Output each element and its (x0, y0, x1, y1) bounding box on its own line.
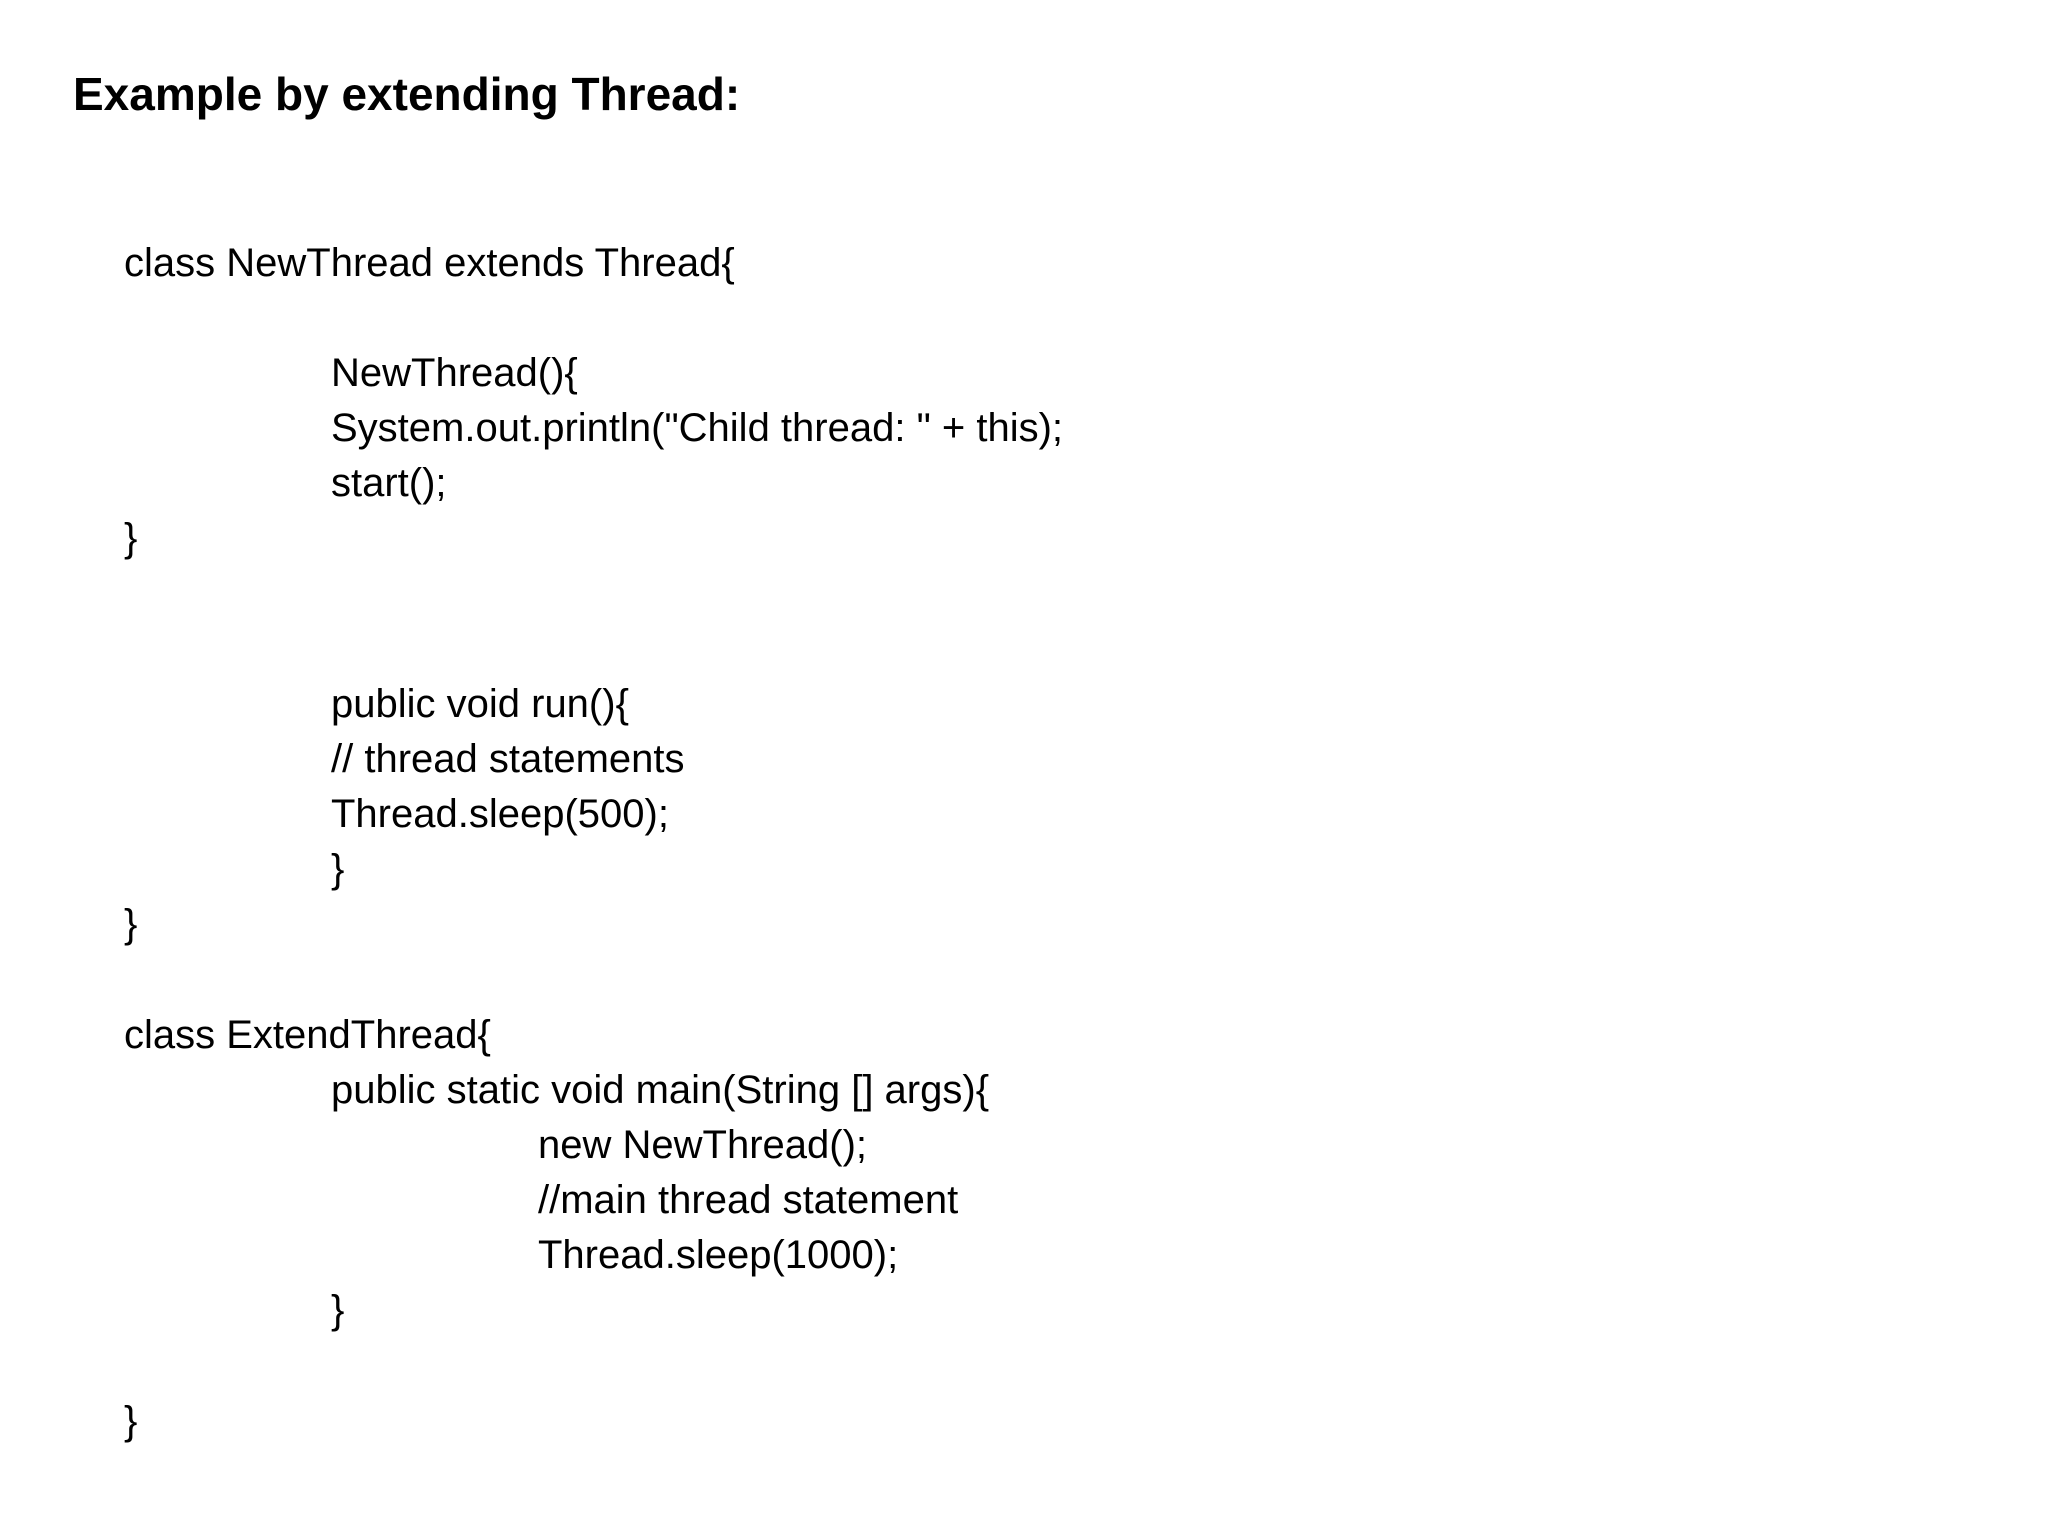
code-line: } (331, 847, 345, 891)
code-line: System.out.println("Child thread: " + this); (331, 406, 1064, 450)
code-line: public void run(){ (331, 682, 629, 726)
code-line: NewThread(){ (331, 351, 578, 395)
code-line: class ExtendThread{ (124, 1013, 491, 1057)
code-line: // thread statements (331, 737, 685, 781)
slide-title: Example by extending Thread: (73, 68, 741, 120)
code-line: } (124, 902, 138, 946)
code-line: public static void main(String [] args){ (331, 1068, 990, 1112)
code-line: } (124, 1399, 138, 1443)
code-line: new NewThread(); (538, 1123, 868, 1167)
code-line: } (331, 1288, 345, 1332)
code-line: } (124, 516, 138, 560)
code-line: class NewThread extends Thread{ (124, 241, 735, 285)
code-line: Thread.sleep(500); (331, 792, 669, 836)
code-line: //main thread statement (538, 1178, 959, 1222)
code-line: start(); (331, 461, 447, 505)
code-line: Thread.sleep(1000); (538, 1233, 899, 1277)
